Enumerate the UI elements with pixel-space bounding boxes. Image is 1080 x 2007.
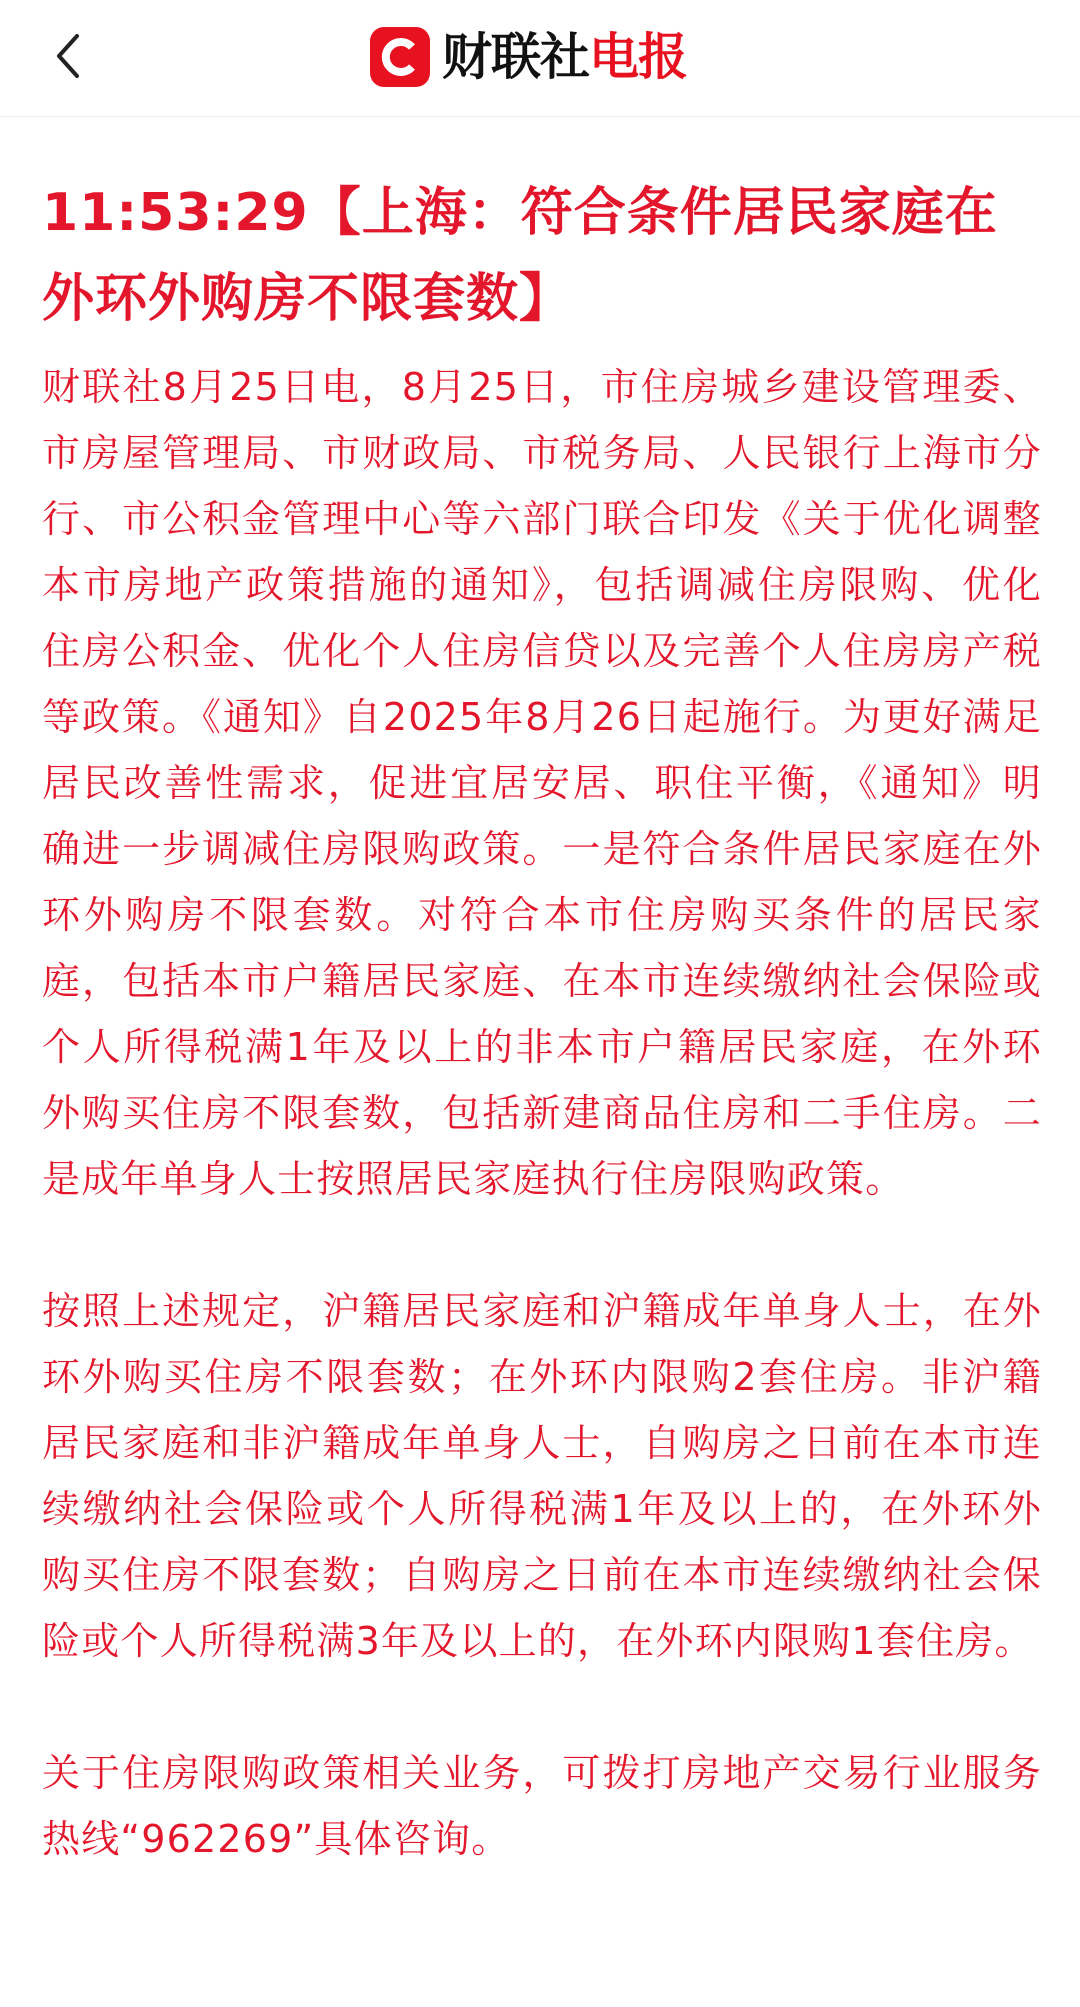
brand-logo-group [370,24,687,90]
article-paragraph: 关于住房限购政策相关业务，可拨打房地产交易行业服务热线“962269”具体咨询。 [42,1751,1042,1861]
article-title: 【上海：符合条件居民家庭在外环外购房不限套数】 [42,183,998,329]
news-article [42,170,1042,1872]
brand-name: 财联社 [442,28,589,86]
chevron-left-icon [53,32,83,80]
article-paragraph: 财联社8月25日电，8月25日，市住房城乡建设管理委、市房屋管理局、市财政局、市税务局、人民银行上海市分行、市公积金管理中心等六部门联合印发《关于优化调整本市房地产政策措施的通知》，包括调减住房限购、优化住房公积金、优化个人住房信贷以及完善个人住房房产税等政策。《通知》自2025年8月26日起施行。为更好满足居民改善性需求，促进宜居安居、职住平衡，《通知》明确进一步调减住房限购政策。一是符合条件居民家庭在外环外购房不限套数。对符合本市住房购买条件的居民家庭，包括本市户籍居民家庭、在本市连续缴纳社会保险或个人所得税满1年及以上的非本市户籍居民家庭，在外环外购买住房不限套数，包括新建商品住房和二手住房。二是成年单身人士按照居民家庭执行住房限购政策。 [42,365,1042,1201]
brand-logo-icon [370,27,430,87]
back-button[interactable] [40,22,96,90]
article-headline [42,170,1042,342]
article-time: 11:53:29 [42,183,309,243]
brand-accent: 电报 [589,28,687,86]
app-header [0,0,1080,117]
article-paragraph: 按照上述规定，沪籍居民家庭和沪籍成年单身人士，在外环外购买住房不限套数；在外环内限购2套住房。非沪籍居民家庭和非沪籍成年单身人士，自购房之日前在本市连续缴纳社会保险或个人所得税满1年及以上的，在外环外购买住房不限套数；自购房之日前在本市连续缴纳社会保险或个人所得税满3年及以上的，在外环内限购1套住房。 [42,1289,1042,1663]
